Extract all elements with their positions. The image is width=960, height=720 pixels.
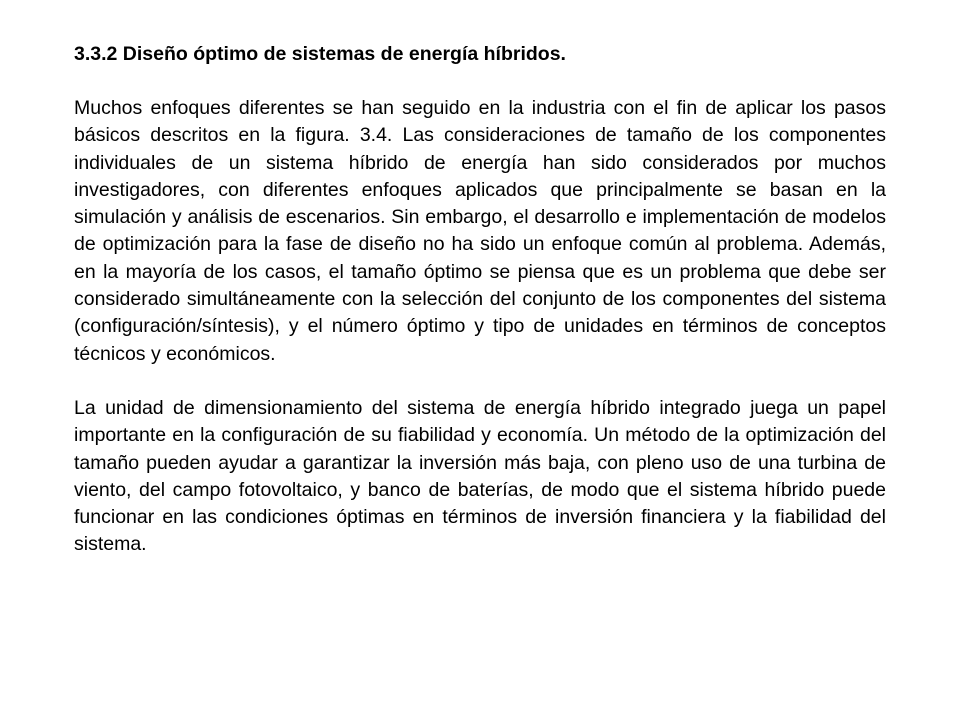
section-heading: 3.3.2 Diseño óptimo de sistemas de energía híbridos.	[74, 43, 566, 65]
document-page	[74, 40, 886, 559]
paragraph-1: Muchos enfoques diferentes se han seguido en la industria con el fin de aplicar los pasos básicos descritos en la figura. 3.4. Las consideraciones de tamaño de los componentes individuales de un sistema híbrido de energía han sido considerados por muchos investigadores, con diferentes enfoques aplicados que principalmente se basan en la simulación y análisis de escenarios. Sin embargo, el desarrollo e implementación de modelos de optimización para la fase de diseño no ha sido un enfoque común al problema. Además, en la mayoría de los casos, el tamaño óptimo se piensa que es un problema que debe ser considerado simultáneamente con la selección del conjunto de los componentes del sistema (configuración/síntesis), y el número óptimo y tipo de unidades en términos de conceptos técnicos y económicos.	[74, 97, 886, 365]
paragraph-2: La unidad de dimensionamiento del sistema de energía híbrido integrado juega un papel importante en la configuración de su fiabilidad y economía. Un método de la optimización del tamaño pueden ayudar a garantizar la inversión más baja, con pleno uso de una turbina de viento, del campo fotovoltaico, y banco de baterías, de modo que el sistema híbrido puede funcionar en las condiciones óptimas en términos de inversión financiera y la fiabilidad del sistema.	[74, 396, 886, 556]
